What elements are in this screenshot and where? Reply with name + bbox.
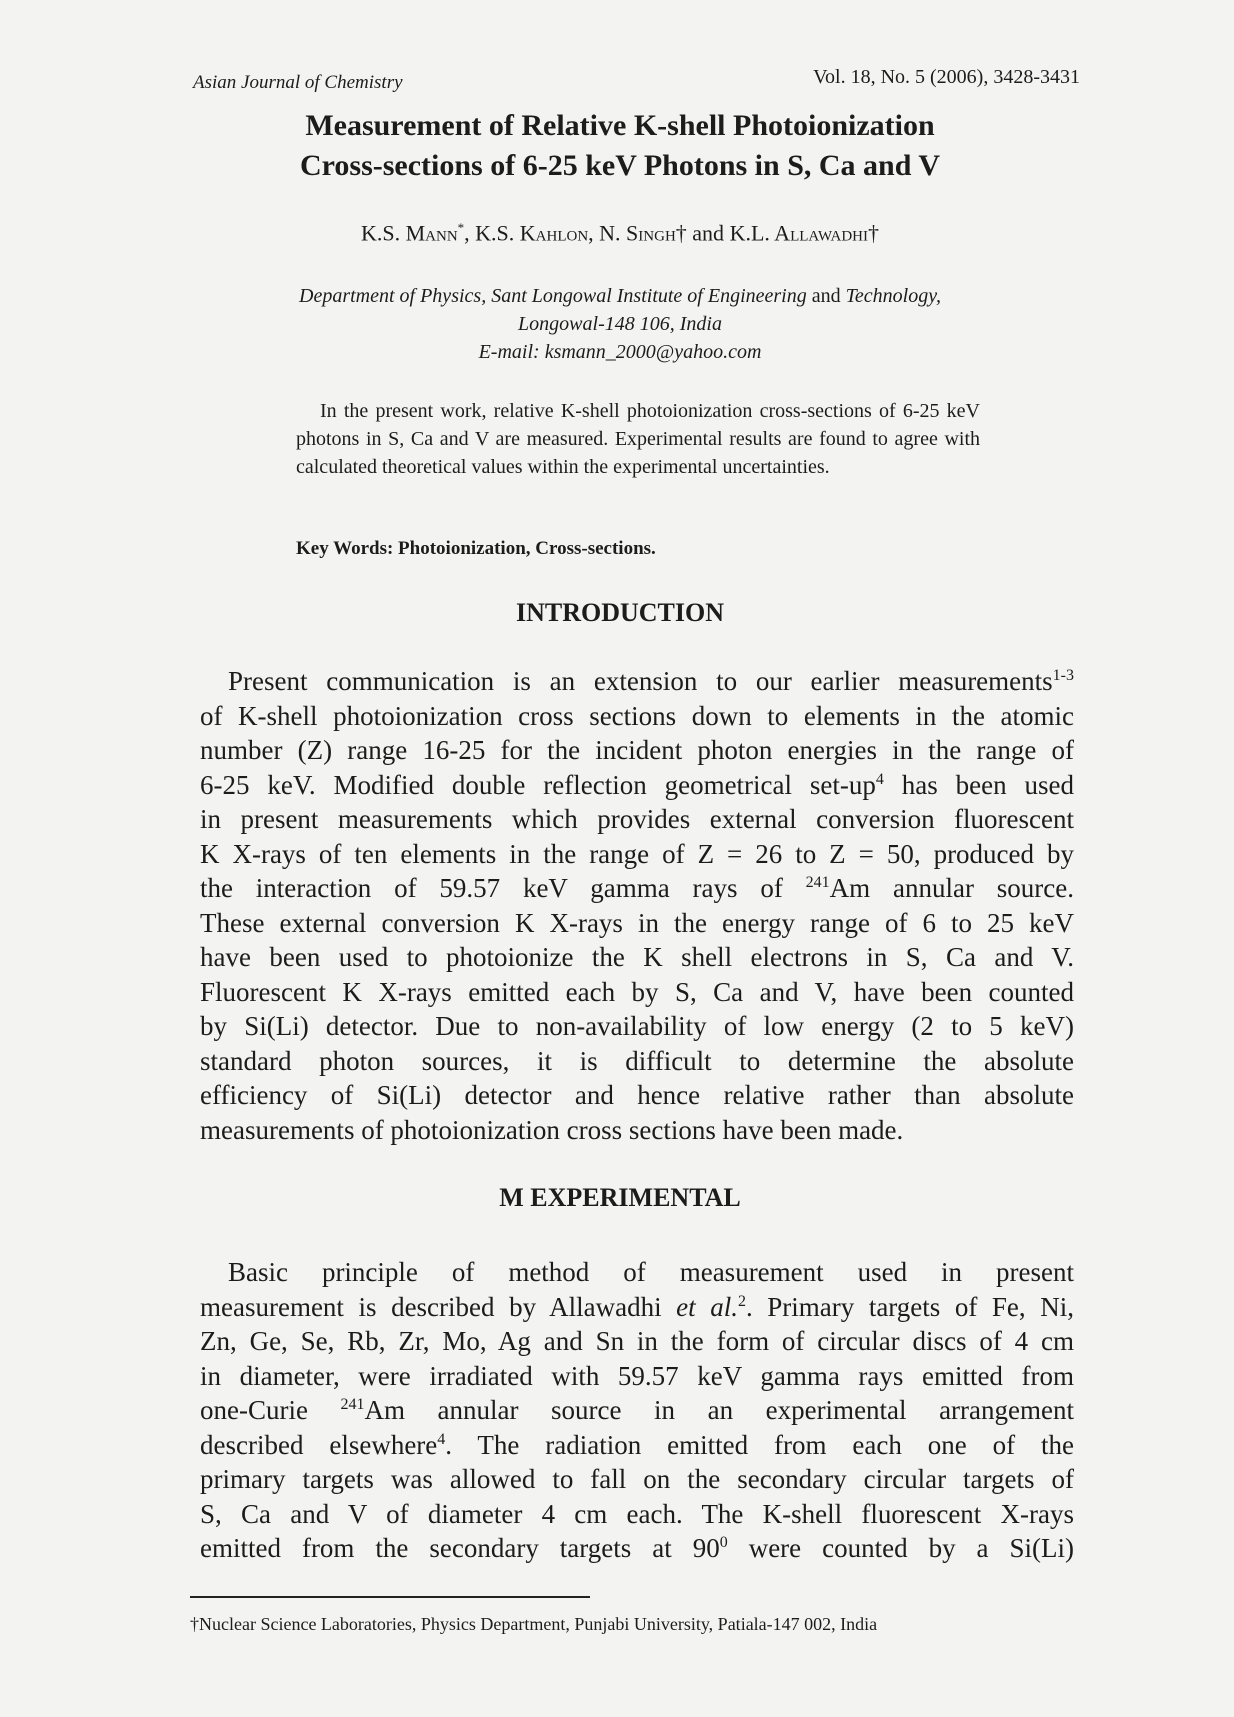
keywords: Key Words: Photoionization, Cross-sections. (296, 538, 656, 559)
author-mann: K.S. Mann (360, 220, 458, 246)
section-heading-experimental: M EXPERIMENTAL (499, 1183, 741, 1212)
text-line: Zn, Ge, Se, Rb, Zr, Mo, Ag and Sn in the form of circular discs of 4 cm (200, 1326, 1074, 1356)
author-allawadhi: K.L. Allawadhi† (729, 220, 880, 246)
author-kahlon: K.S. Kahlon (475, 220, 589, 246)
text-line: number (Z) range 16-25 for the incident photon energies in the range of (200, 735, 1074, 765)
text-line: in present measurements which provides external conversion fluorescent (200, 804, 1074, 834)
text-line: by Si(Li) detector. Due to non-availability of low energy (2 to 5 keV) (200, 1011, 1074, 1041)
author-list (180, 220, 1060, 246)
introduction-body (200, 664, 1074, 1147)
text-line: one-Curie $^{241}$Am annular source in an experimental arrangement (200, 1395, 1074, 1425)
text-line: measurements of photoionization cross sections have been made. (200, 1114, 904, 1145)
text-line: S, Ca and V of diameter 4 cm each. The K-shell fluorescent X-rays (200, 1498, 1074, 1529)
text-line: K X-rays of ten elements in the range of Z = 26 to Z = 50, produced by (200, 838, 1074, 869)
text-line: in diameter, were irradiated with 59.57 keV gamma rays emitted from (200, 1360, 1074, 1391)
author-sep: and (686, 220, 730, 246)
title-line-1: Measurement of Relative K-shell Photoionization (305, 109, 935, 142)
journal-name: Asian Journal of Chemistry (193, 72, 403, 93)
author-sep: , (464, 220, 476, 246)
text-line: These external conversion K X-rays in the energy range of 6 to 25 keV (200, 907, 1074, 938)
affiliation-dept: Department of Physics, Sant Longowal Institute of Engineering and Technology, (299, 285, 941, 307)
text-line: primary targets was allowed to fall on the secondary circular targets of (200, 1464, 1074, 1494)
text-line: Present communication is an extension to our earlier measurements$^{1-3}$ (228, 666, 1074, 696)
text-line: efficiency of Si(Li) detector and hence relative rather than absolute (200, 1080, 1074, 1110)
affiliation (180, 282, 1060, 366)
experimental-body (200, 1255, 1074, 1566)
text-line: emitted from the secondary targets at $90^0$ were counted by a Si(Li) (200, 1533, 1074, 1563)
text-line: have been used to photoionize the K shell electrons in S, Ca and V. (200, 942, 1074, 972)
affiliation-email: E-mail: ksmann_2000@yahoo.com (478, 341, 762, 363)
text-line: Fluorescent K X-rays emitted each by S, Ca and V, have been counted (200, 976, 1074, 1007)
footnote-rule (190, 1596, 590, 1598)
text-line: 6-25 keV. Modified double reflection geometrical set-$up^4$ has been used (200, 769, 1074, 800)
text-line: of K-shell photoionization cross sections down to elements in the atomic (200, 700, 1074, 731)
section-heading-introduction: INTRODUCTION (515, 598, 725, 627)
author-sep: , (588, 220, 600, 246)
author-singh: N. Singh† (599, 220, 687, 246)
text-line: measurement is described by Allawadhi et al.$^2$. Primary targets of Fe, Ni, (200, 1291, 1074, 1322)
abstract: In the present work, relative K-shell photoionization cross-sections of 6-25 keV photons in S, Ca and V are measured. Experimental results are found to agree with calculated theoretical values within the experimental uncertainties. (296, 400, 980, 478)
title-line-2: Cross-sections of 6-25 keV Photons in S, Ca and V (299, 149, 941, 182)
text-line: described elsewhere$^4$. The radiation emitted from each one of the (200, 1429, 1074, 1460)
text-line: Basic principle of method of measurement used in present (228, 1257, 1074, 1287)
affiliation-location: Longowal-148 106, India (518, 313, 722, 335)
text-line: the interaction of 59.57 keV gamma rays of $^{241}$Am annular source. (200, 873, 1074, 903)
volume-info: Vol. 18, No. 5 (2006), 3428-3431 (813, 66, 1080, 88)
corresponding-mark: * (457, 220, 465, 235)
footnote: †Nuclear Science Laboratories, Physics Department, Punjabi University, Patiala-147 002, India (190, 1614, 878, 1634)
paper-title (180, 106, 1060, 186)
text-line: standard photon sources, it is difficult to determine the absolute (200, 1045, 1074, 1076)
